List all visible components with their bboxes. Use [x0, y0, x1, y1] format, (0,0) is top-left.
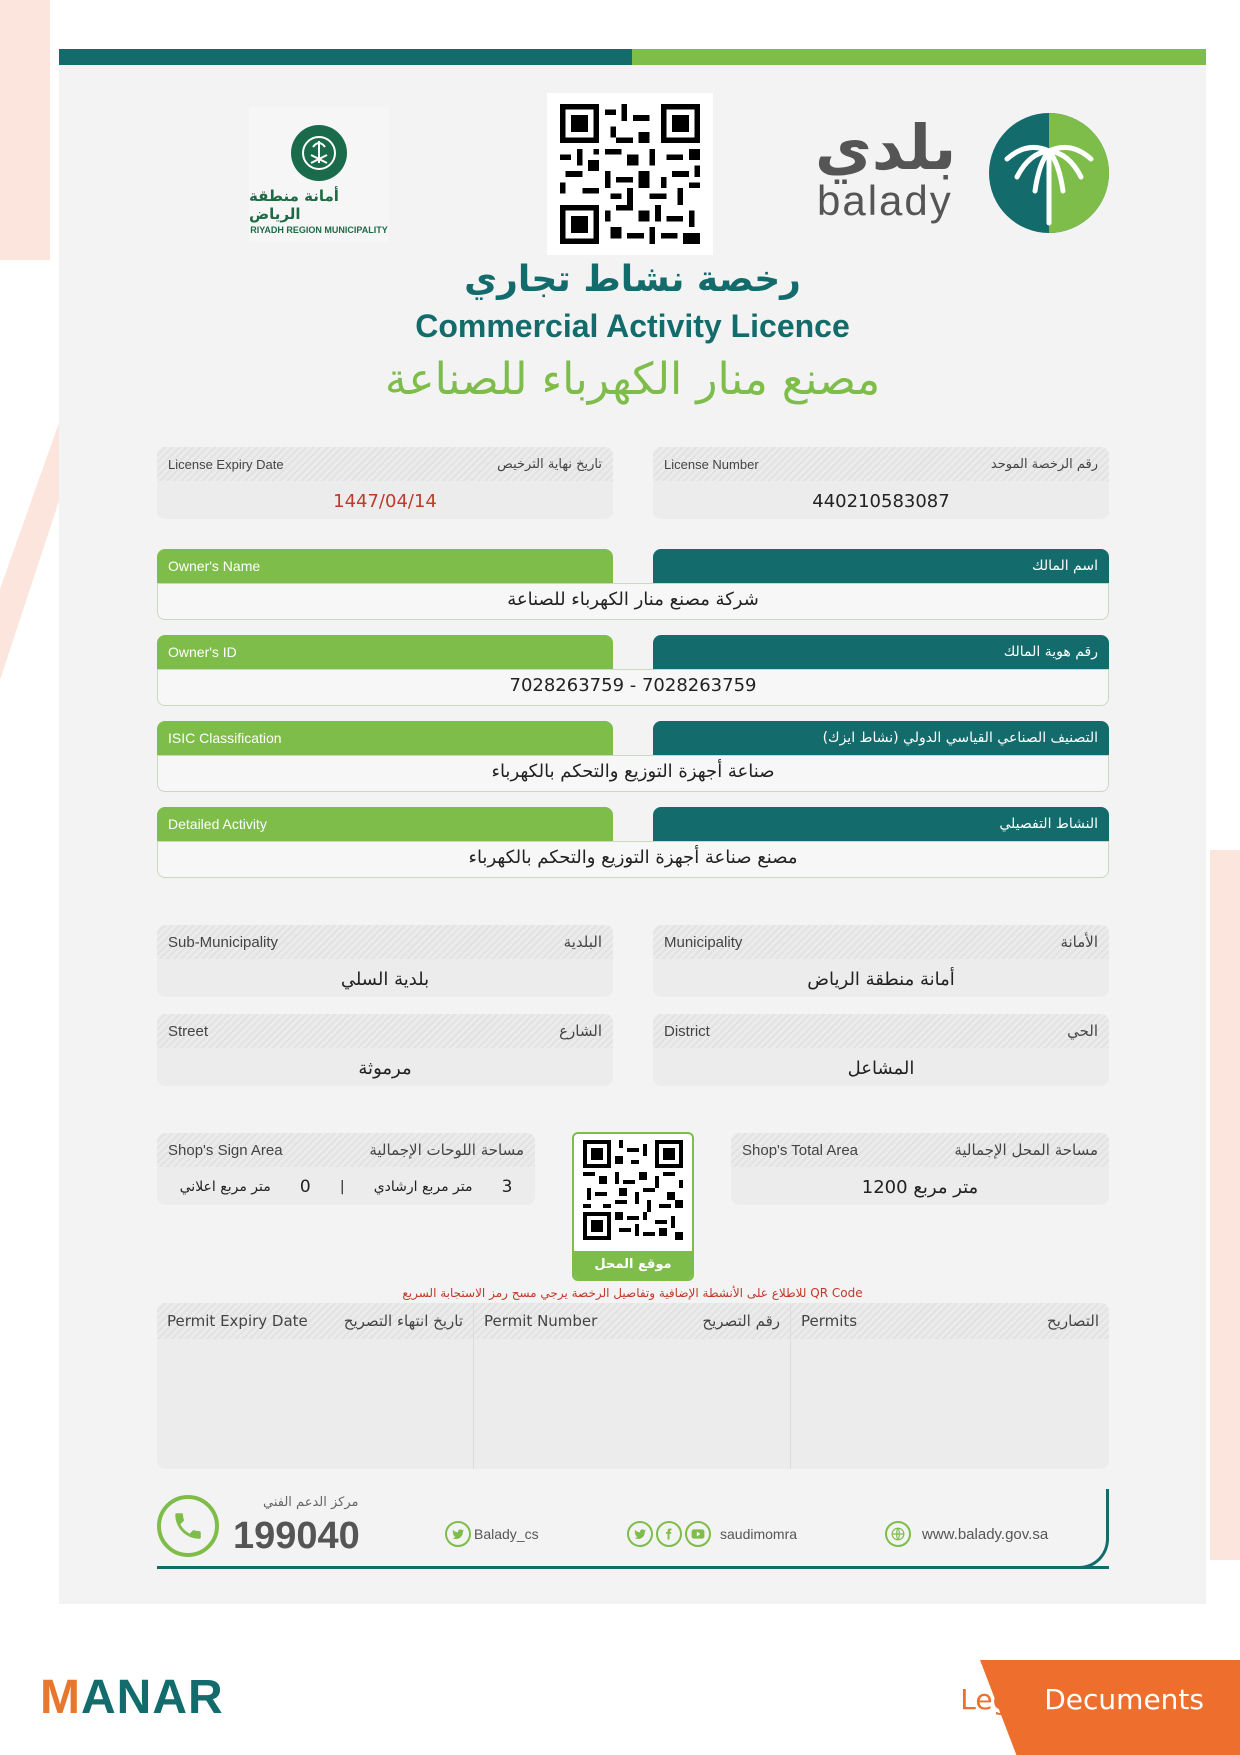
- sign-area-label-en: Shop's Sign Area: [168, 1141, 283, 1159]
- license-number-label-en: License Number: [664, 456, 759, 472]
- permits-header: [157, 1303, 1109, 1339]
- sign-area-box: [157, 1133, 535, 1205]
- license-qr-code[interactable]: [547, 93, 713, 255]
- municipality-value: أمانة منطقة الرياض: [807, 969, 955, 990]
- owner-name-label-en: Owner's Name: [157, 549, 613, 583]
- manar-logo-rest: ANAR: [80, 1670, 224, 1724]
- sub-municipality-value: بلدية السلي: [340, 969, 430, 990]
- bg-decoration: [1210, 1360, 1240, 1560]
- license-expiry-label-en: License Expiry Date: [168, 456, 284, 472]
- permit-number-label-en: Permit Number: [484, 1312, 598, 1330]
- twitter-icon: [445, 1521, 471, 1547]
- youtube-icon[interactable]: [685, 1521, 711, 1547]
- detailed-activity-label-en: Detailed Activity: [157, 807, 613, 841]
- street-value: مرموثة: [358, 1058, 412, 1079]
- twitter-icon[interactable]: [627, 1521, 653, 1547]
- sign-area-values: [157, 1167, 535, 1197]
- sub-municipality-label-ar: البلدية: [563, 933, 602, 951]
- district-label-ar: الحي: [1067, 1022, 1098, 1040]
- manar-logo-m: M: [40, 1670, 81, 1724]
- bg-decoration: [0, 420, 60, 680]
- facebook-icon[interactable]: [656, 1521, 682, 1547]
- social-links[interactable]: [627, 1521, 797, 1547]
- phone-icon: [157, 1495, 219, 1557]
- owner-id-value: 7028263759 - 7028263759: [157, 669, 1109, 706]
- sign-ad-value: 0: [299, 1177, 311, 1197]
- sign-guidance-unit: متر مربع ارشادي: [373, 1179, 473, 1195]
- municipality-box: [653, 925, 1109, 997]
- permits-label-en: Permits: [801, 1312, 858, 1330]
- support-center-label: مركز الدعم الفني: [263, 1495, 359, 1510]
- riyadh-logo-arabic: أمانة منطقة الرياض: [249, 187, 339, 223]
- social-handle: saudimomra: [720, 1526, 798, 1542]
- sign-separator: |: [339, 1179, 345, 1195]
- detailed-activity-value: مصنع صناعة أجهزة التوزيع والتحكم بالكهرباء: [157, 841, 1109, 878]
- district-box: [653, 1014, 1109, 1086]
- license-title-english: Commercial Activity Licence: [415, 308, 850, 344]
- legal-word: Legal: [960, 1683, 1036, 1716]
- footer-line: [157, 1566, 1109, 1569]
- manar-logo: [40, 1672, 224, 1722]
- palm-tree-icon: [987, 111, 1111, 235]
- riyadh-municipality-logo: [249, 107, 389, 242]
- total-area-label-ar: مساحة المحل الإجمالية: [954, 1141, 1098, 1159]
- qr-note: للاطلاع على الأنشطة الإضافية وتفاصيل الرخصة يرجي مسح رمز الاستجابة السريع QR Code: [402, 1286, 863, 1300]
- shop-location-label: موقع المحل: [574, 1251, 692, 1279]
- permits-label-ar: التصاريح: [1047, 1312, 1099, 1330]
- shop-location-qr[interactable]: [572, 1132, 694, 1281]
- detailed-activity-label-ar: النشاط التفصيلي: [653, 807, 1109, 841]
- total-area-label-en: Shop's Total Area: [742, 1141, 859, 1159]
- twitter-link[interactable]: [445, 1521, 539, 1547]
- owner-id-field: [157, 635, 1109, 707]
- municipality-label-ar: الأمانة: [1060, 933, 1098, 951]
- shop-location-qr-code: [583, 1140, 683, 1240]
- district-value: المشاعل: [847, 1058, 915, 1079]
- support-number[interactable]: 199040: [233, 1515, 360, 1557]
- detailed-activity-field: [157, 807, 1109, 879]
- isic-field: [157, 721, 1109, 793]
- legal-documents-label: [960, 1683, 1204, 1716]
- sign-guidance-value: 3: [501, 1177, 513, 1197]
- riyadh-emblem-icon: [291, 125, 347, 181]
- footer-curve: [1079, 1489, 1109, 1569]
- owner-id-label-ar: رقم هوية المالك: [653, 635, 1109, 669]
- permit-expiry-label-ar: تاريخ انتهاء التصريح: [343, 1312, 463, 1330]
- card-footer: [157, 1489, 1109, 1569]
- license-expiry-value: 1447/04/14: [333, 491, 437, 512]
- permits-table: [157, 1303, 1109, 1469]
- license-number-box: [653, 447, 1109, 519]
- isic-value: صناعة أجهزة التوزيع والتحكم بالكهرباء: [157, 755, 1109, 792]
- street-label-ar: الشارع: [559, 1022, 602, 1040]
- documents-word: Decuments: [1044, 1683, 1204, 1716]
- street-label-en: Street: [168, 1022, 209, 1040]
- total-area-value: 1200 متر مربع: [861, 1177, 979, 1198]
- sub-municipality-label-en: Sub-Municipality: [168, 933, 279, 951]
- total-area-box: [731, 1133, 1109, 1205]
- owner-id-label-en: Owner's ID: [157, 635, 613, 669]
- license-expiry-label-ar: تاريخ نهاية الترخيص: [497, 456, 602, 472]
- balady-logo-english: balady: [817, 177, 953, 224]
- globe-icon: [885, 1521, 911, 1547]
- license-number-value: 440210583087: [812, 491, 950, 512]
- sign-ad-unit: متر مربع اعلاني: [179, 1179, 271, 1195]
- street-box: [157, 1014, 613, 1086]
- district-label-en: District: [664, 1022, 710, 1040]
- bg-decoration: [0, 0, 50, 260]
- website-url: www.balady.gov.sa: [922, 1525, 1049, 1543]
- sub-municipality-box: [157, 925, 613, 997]
- municipality-label-en: Municipality: [664, 933, 743, 951]
- riyadh-logo-english: RIYADH REGION MUNICIPALITY: [250, 225, 388, 235]
- owner-name-label-ar: اسم المالك: [653, 549, 1109, 583]
- isic-label-en: ISIC Classification: [157, 721, 613, 755]
- permits-body: [157, 1339, 1109, 1469]
- twitter-handle: Balady_cs: [474, 1526, 539, 1542]
- isic-label-ar: التصنيف الصناعي القياسي الدولي (نشاط ايزك): [653, 721, 1109, 755]
- bg-decoration: [1210, 850, 1240, 1370]
- license-number-label-ar: رقم الرخصة الموحد: [990, 456, 1098, 472]
- permit-expiry-label-en: Permit Expiry Date: [167, 1312, 308, 1330]
- sign-area-label-ar: مساحة اللوحات الإجمالية: [369, 1141, 524, 1159]
- license-expiry-box: [157, 447, 613, 519]
- balady-logo-arabic: بلدي: [815, 111, 957, 184]
- top-bar: [59, 49, 1206, 65]
- license-title-arabic: رخصة نشاط تجاري: [464, 259, 801, 300]
- owner-name-value: شركة مصنع منار الكهرباء للصناعة: [157, 583, 1109, 620]
- license-card: [59, 49, 1206, 1604]
- website-link[interactable]: [885, 1521, 1048, 1547]
- company-name-title: مصنع منار الكهرباء للصناعة: [384, 354, 881, 405]
- permit-number-label-ar: رقم التصريح: [702, 1312, 780, 1330]
- owner-name-field: [157, 549, 1109, 621]
- balady-logo: [815, 111, 1175, 241]
